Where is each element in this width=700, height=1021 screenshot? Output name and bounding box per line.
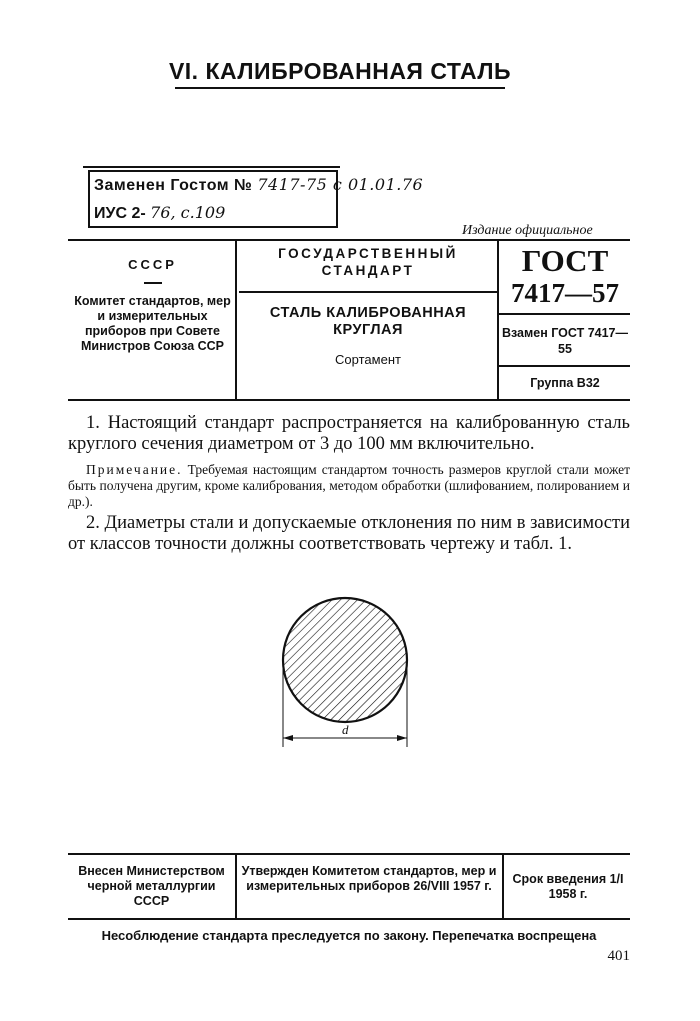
standard-type: ГОСУДАРСТВЕННЫЙ СТАНДАРТ: [278, 246, 458, 278]
footer-divider-left: [235, 853, 237, 920]
round-bar-cross-section-drawing: [270, 585, 420, 755]
stamp-line-1-printed: Заменен Гостом №: [94, 177, 253, 194]
dimension-arrow-right: [397, 735, 407, 741]
official-edition-label: Издание официальное: [462, 223, 593, 238]
group-label: Группа В32: [530, 376, 600, 390]
section-title: VI. КАЛИБРОВАННАЯ СТАЛЬ: [168, 58, 512, 84]
stamp-line-2: [94, 203, 225, 223]
country-label: СССР: [128, 257, 177, 272]
dimension-label-d: d: [342, 722, 349, 737]
copyright-warning: Несоблюдение стандарта преследуется по закону. Перепечатка воспрещена: [101, 928, 597, 943]
page-number: 401: [607, 948, 630, 964]
approved-by: Утвержден Комитетом стандартов, мер и измерительных приборов 26/VIII 1957 г.: [241, 864, 497, 893]
footer-bottom-rule: [68, 918, 630, 920]
gost-number: 7417—57: [511, 278, 619, 308]
footer-divider-right: [502, 853, 504, 920]
stamp-line-1-handwritten: 7417-75 с 01.01.76: [257, 175, 424, 194]
title-underline: [175, 87, 505, 89]
stamp-line-1: [94, 175, 423, 195]
header-divider-right: [497, 239, 499, 401]
gost-label: ГОСТ: [521, 243, 609, 278]
replaces-label: Взамен ГОСТ 7417—55: [501, 326, 629, 356]
effective-date: Срок введения 1/I 1958 г.: [512, 872, 624, 901]
group-rule: [497, 365, 630, 367]
standard-title: СТАЛЬ КАЛИБРОВАННАЯ КРУГЛАЯ: [269, 305, 467, 338]
paragraph-1: 1. Настоящий стандарт распространяется на калиброванную сталь круглого сечения диаметром от 3 до 100 мм включительно.: [68, 413, 630, 454]
dimension-arrow-left: [283, 735, 293, 741]
country-dash: [144, 282, 162, 284]
committee-label: Комитет стандартов, мер и измерительных приборов при Совете Министров Союза ССР: [74, 294, 231, 353]
introduced-by: Внесен Министерством черной металлургии СССР: [78, 864, 225, 908]
stamp-top-rule: [83, 166, 340, 168]
note: [68, 462, 630, 510]
stamp-line-2-printed: ИУС 2-: [94, 205, 146, 222]
note-label: Примечание.: [86, 462, 183, 477]
note-text: Требуемая настоящим стандартом точность размеров круглой стали может быть получена другим, кроме калибрования, методом обработки (шлифованием, полированием и др.).: [68, 462, 631, 509]
gost-rule: [497, 313, 630, 315]
header-divider-left: [235, 239, 237, 401]
paragraph-2: 2. Диаметры стали и допускаемые отклонения по ним в зависимости от классов точности должны соответствовать чертежу и табл. 1.: [68, 513, 630, 554]
standard-subtitle: Сортамент: [335, 352, 401, 367]
stamp-line-2-handwritten: 76, с.109: [150, 203, 226, 222]
header-middle-rule: [239, 291, 497, 293]
header-top-rule: [68, 239, 630, 241]
header-bottom-rule: [68, 399, 630, 401]
footer-top-rule: [68, 853, 630, 855]
